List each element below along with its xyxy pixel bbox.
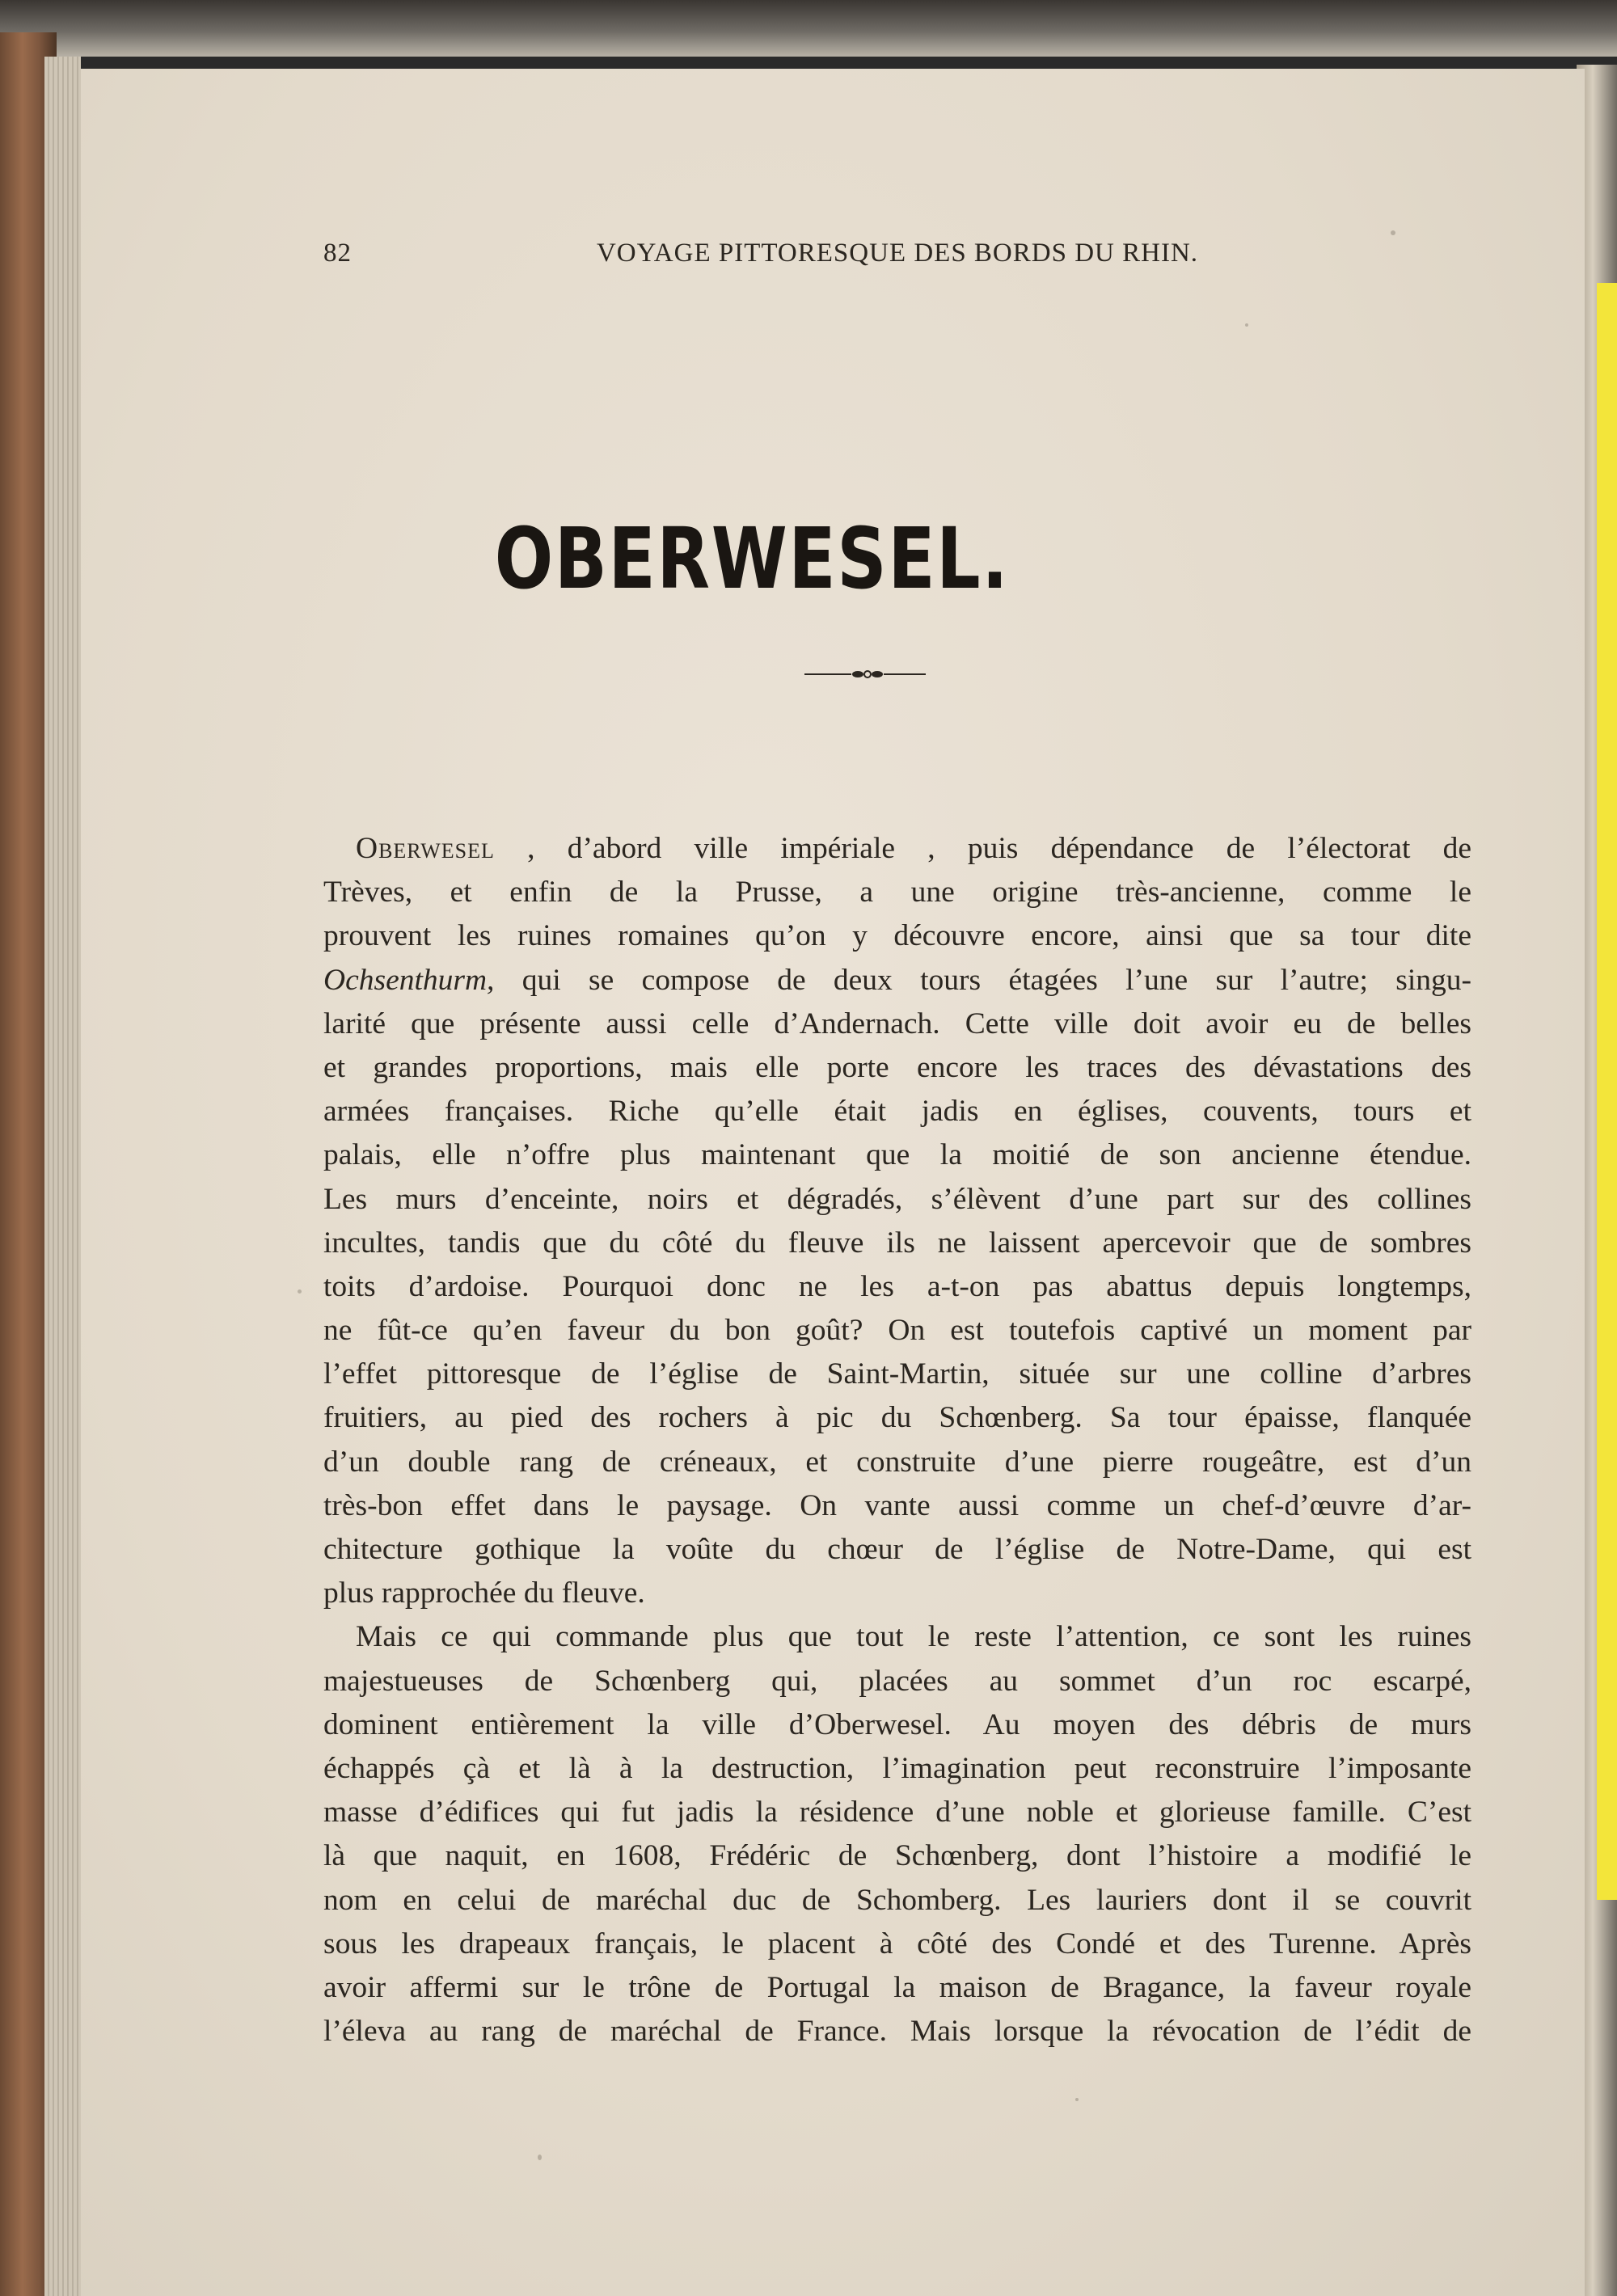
text-line: larité que présente aussi celle d’Andernach. Cette ville doit avoir eu de belles [323,1007,1471,1040]
page-stack-edge [44,57,81,2296]
text-line: incultes, tandis que du côté du fleuve ils ne laissent apercevoir que de sombres [323,1226,1471,1260]
text-line: armées françaises. Riche qu’elle était jadis en églises, couvents, tours et [323,1095,1471,1129]
paper-speck [538,2155,542,2160]
text-line: et grandes proportions, mais elle porte encore les traces des dévastations des [323,1050,1471,1084]
line-rest: , d’abord ville impériale , puis dépendance de l’électorat de [494,832,1471,865]
running-head: VOYAGE PITTORESQUE DES BORDS DU RHIN. [596,238,1199,268]
text-line: majestueuses de Schœnberg qui, placées au sommet d’un roc escarpé, [323,1664,1471,1698]
text-line: sous les drapeaux français, le placent à côté des Condé et des Turenne. Après [323,1927,1471,1960]
book-page [81,69,1585,2296]
text-line: l’effet pittoresque de l’église de Saint-Martin, située sur une colline d’arbres [323,1357,1471,1391]
paragraph-2 [323,1615,1471,2053]
text-line: dominent entièrement la ville d’Oberwesel. Au moyen des débris de murs [323,1707,1471,1741]
paragraph-1 [323,827,1471,1615]
text-line: ne fût-ce qu’en faveur du bon goût? On est toutefois captivé un moment par [323,1314,1471,1348]
text-line: toits d’ardoise. Pourquoi donc ne les a-t-on pas abattus depuis longtemps, [323,1269,1471,1303]
paper-speck [1391,230,1395,235]
drop-word: Oberwesel [356,832,495,865]
yellow-marker-tab [1597,283,1617,1900]
text-line: chitecture gothique la voûte du chœur de l’église de Notre-Dame, qui est [323,1533,1471,1566]
text-line: d’un double rang de créneaux, et construite d’une pierre rougeâtre, est d’un [323,1445,1471,1479]
text-line: masse d’édifices qui fut jadis la résidence d’une noble et glorieuse famille. C’est [323,1796,1471,1830]
paper-speck [1075,2098,1079,2101]
text-line: avoir affermi sur le trône de Portugal la maison de Bragance, la faveur royale [323,1970,1471,2004]
text-line [323,827,1471,871]
text-line: échappés çà et là à la destruction, l’imagination peut reconstruire l’imposante [323,1751,1471,1785]
paper-speck [1245,323,1248,327]
page-header [323,238,1471,279]
text-line: Mais ce qui commande plus que tout le reste l’attention, ce sont les ruines [356,1620,1471,1654]
text-line: nom en celui de maréchal duc de Schomberg. Les lauriers dont il se couvrit [323,1883,1471,1917]
text-line: très-bon effet dans le paysage. On vante aussi comme un chef-d’œuvre d’ar- [323,1488,1471,1522]
italic-word: Ochsenthurm, [323,963,495,997]
text-line: là que naquit, en 1608, Frédéric de Schœnberg, dont l’histoire a modifié le [323,1839,1471,1873]
book-top-edge [0,0,1617,57]
text-line: l’éleva au rang de maréchal de France. Mais lorsque la révocation de l’édit de [323,2015,1471,2049]
text-line: plus rapprochée du fleuve. [323,1576,645,1610]
chapter-title: OBERWESEL. [494,509,1010,608]
body-text [323,827,1471,2053]
paper-speck [298,1289,302,1294]
text-line: Ochsenthurm, qui se compose de deux tours étagées l’une sur l’autre; singu- [323,963,1471,997]
text-line: fruitiers, au pied des rochers à pic du Schœnberg. Sa tour épaisse, flanquée [323,1401,1471,1435]
text-line: palais, elle n’offre plus maintenant que la moitié de son ancienne étendue. [323,1138,1471,1172]
page-number: 82 [323,238,352,268]
text-line: prouvent les ruines romaines qu’on y découvre encore, ainsi que sa tour dite [323,919,1471,953]
text-line: Les murs d’enceinte, noirs et dégradés, s’élèvent d’une part sur des collines [323,1182,1471,1216]
decorative-rule-icon [804,665,926,683]
text-line: Trèves, et enfin de la Prusse, a une origine très-ancienne, comme le [323,876,1471,910]
